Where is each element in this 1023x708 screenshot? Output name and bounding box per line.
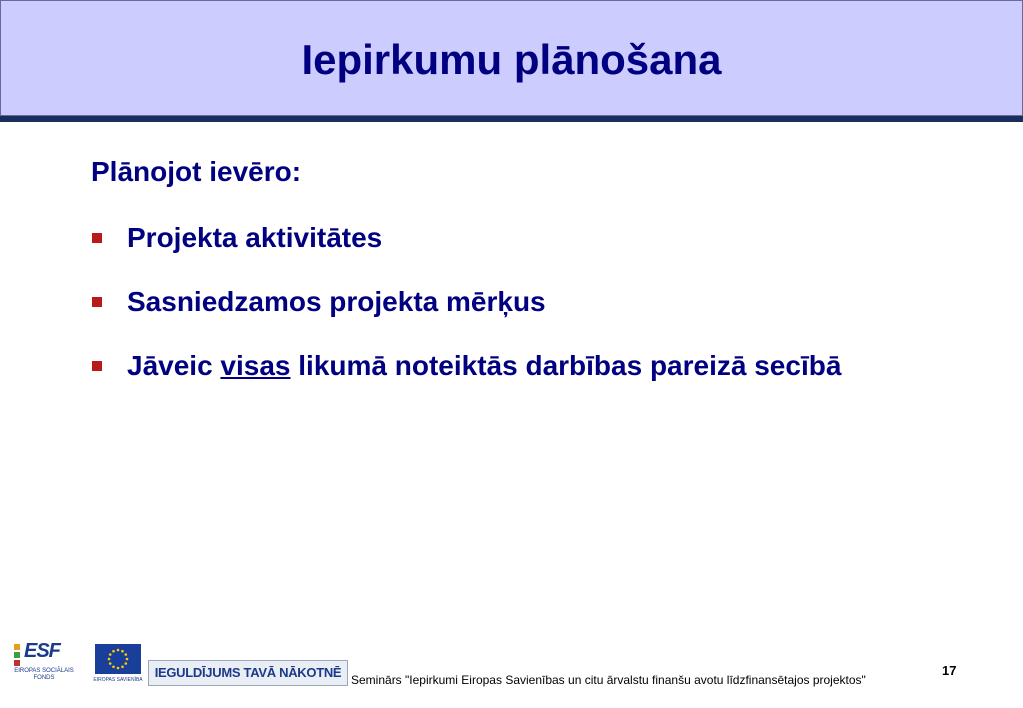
lead-text: Plānojot ievēro: [91, 156, 302, 187]
bullet-text: Projekta aktivitātes [127, 222, 383, 253]
title-rule [0, 116, 1023, 122]
bullet-text-end: likumā noteiktās darbības pareizā secībā [290, 350, 842, 381]
investment-banner [148, 660, 348, 686]
page-number: 17 [942, 663, 957, 678]
esf-mark: ESF [24, 640, 60, 662]
eu-flag-icon [95, 644, 141, 674]
bullet-text-underlined: visas [220, 350, 291, 381]
esf-tile [14, 644, 20, 650]
slide-body [91, 152, 971, 410]
square-bullet-icon [92, 361, 102, 371]
bullet-item [91, 346, 971, 386]
eu-caption: EIROPAS SAVIENĪBA [93, 677, 143, 683]
eu-stars [95, 644, 141, 674]
esf-tile [14, 652, 20, 658]
slide-title: Iepirkumu plānošana [301, 36, 722, 83]
bullet-item [91, 282, 971, 322]
esf-caption: EIROPAS SOCIĀLAIS FONDS [14, 668, 74, 681]
seminar-footer: Seminārs "Iepirkumi Eiropas Savienības un citu ārvalstu finanšu avotu līdzfinansētajos projektos" [351, 673, 866, 687]
bullet-item [91, 218, 971, 258]
square-bullet-icon [92, 233, 102, 243]
bullet-text-start: Jāveic [127, 350, 221, 381]
square-bullet-icon [92, 297, 102, 307]
investment-slogan: IEGULDĪJUMS TAVĀ NĀKOTNĒ [154, 665, 342, 680]
esf-logo-icon [12, 640, 76, 688]
esf-tile [14, 660, 20, 666]
bullet-text: Sasniedzamos projekta mērķus [127, 286, 546, 317]
